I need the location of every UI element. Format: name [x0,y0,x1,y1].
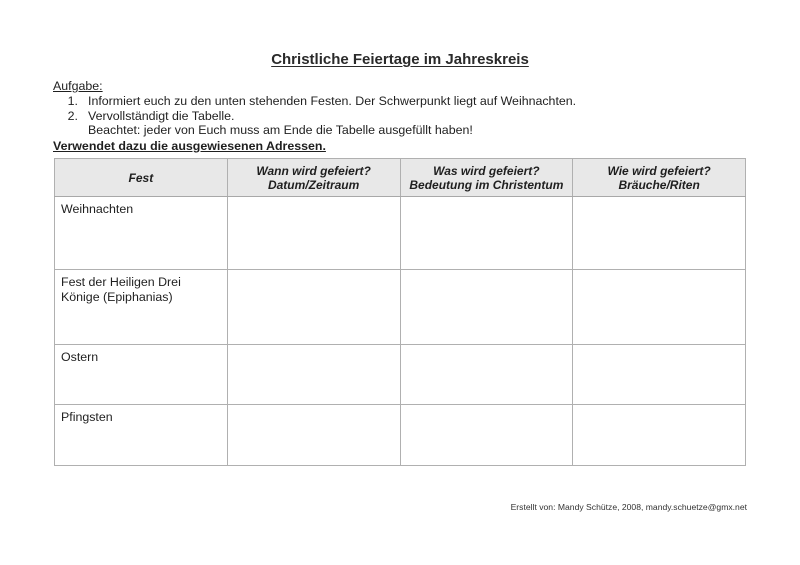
header-cell-wie [573,159,746,197]
page-title [0,51,800,68]
table-header-row [55,159,746,197]
task-item-1-text: Informiert euch zu den unten stehenden Festen. Der Schwerpunkt liegt auf Weihnachten. [88,93,577,108]
answer-cell-was [400,405,573,466]
task-heading: Aufgabe: [53,79,103,93]
answer-cell-wie [573,345,746,405]
header-wann-line1: Wann wird gefeiert? [256,163,371,178]
task-item-1-number: 1. [67,93,78,108]
answer-cell-was [400,197,573,270]
header-wann-line2: Datum/Zeitraum [267,177,360,192]
header-cell-was [400,159,573,197]
task-item-1 [53,94,755,109]
header-cell-fest [55,159,228,197]
answer-cell-wie [573,270,746,345]
header-was-line1: Was wird gefeiert? [433,163,540,178]
table-row-weihnachten [55,197,746,270]
answer-cell-wann [227,405,400,466]
page-title-text: Christliche Feiertage im Jahreskreis [271,51,529,68]
table-row-epiphanias [55,270,746,345]
header-was-line2: Bedeutung im Christentum [409,177,564,192]
task-item-2-number: 2. [67,108,78,123]
header-wie-line1: Wie wird gefeiert? [607,163,711,178]
answer-cell-wann [227,270,400,345]
fest-label-cell: Pfingsten [55,405,228,466]
answer-cell-wie [573,197,746,270]
task-instruction: Verwendet dazu die ausgewiesenen Adressen. [53,138,326,153]
answer-cell-wann [227,197,400,270]
answer-cell-wann [227,345,400,405]
header-wie-line2: Bräuche/Riten [618,177,700,192]
task-section [53,79,755,153]
table-row-pfingsten [55,405,746,466]
answer-cell-was [400,345,573,405]
fest-label-cell: Weihnachten [55,197,228,270]
table-row-ostern [55,345,746,405]
header-fest-line1: Fest [128,170,154,185]
task-item-2 [53,109,755,124]
task-item-2-text: Vervollständigt die Tabelle. [88,108,235,123]
fest-label-cell: Ostern [55,345,228,405]
worksheet-table [54,158,746,466]
answer-cell-was [400,270,573,345]
task-note: Beachtet: jeder von Euch muss am Ende die Tabelle ausgefüllt haben! [88,123,473,138]
answer-cell-wie [573,405,746,466]
footer-credit: Erstellt von: Mandy Schütze, 2008, mandy.schuetze@gmx.net [510,502,747,512]
fest-label-cell: Fest der Heiligen Drei Könige (Epiphanias) [55,270,228,345]
header-cell-wann [227,159,400,197]
